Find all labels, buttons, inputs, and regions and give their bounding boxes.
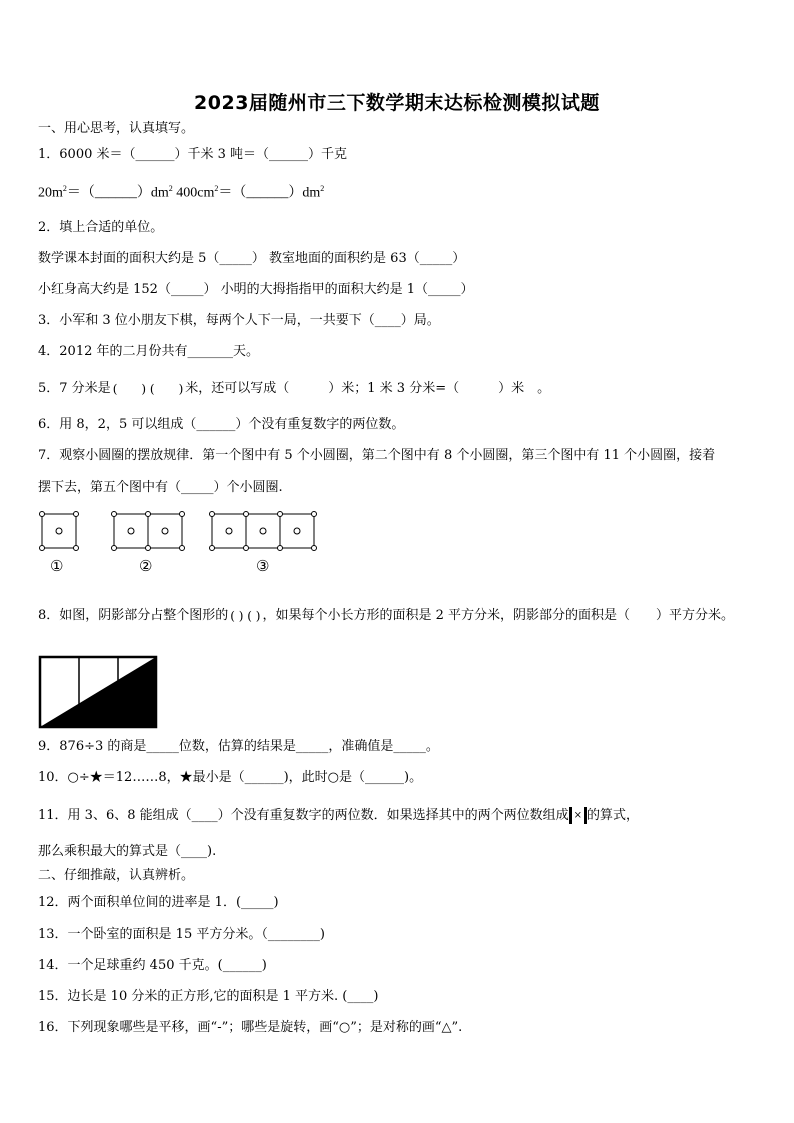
question-1-row-2 <box>38 180 324 203</box>
question-2d: 小明的大拇指指甲的面积大约是 1（_____） <box>220 282 474 297</box>
question-12: 12．两个面积单位间的进率是 1．(_____) <box>38 895 279 910</box>
question-11-prefix: 11．用 3、6、8 能组成（____）个没有重复数字的两位数．如果选择其中的两个两位数组成 <box>38 808 569 823</box>
question-11-line-2: 那么乘积最大的算式是（____). <box>38 844 217 859</box>
question-15-text: 15．边长是 10 分米的正方形,它的面积是 1 平方米. <box>38 989 339 1004</box>
circle-pattern-figure <box>36 508 336 552</box>
question-2-heading: 2．填上合适的单位。 <box>38 220 164 235</box>
fraction-denominator: ( ) <box>247 609 261 623</box>
fraction-numerator: ( ) <box>112 382 147 396</box>
fraction-denominator: ( ) <box>149 382 184 396</box>
question-1d-exponent: 2 <box>214 184 219 193</box>
times-sign: × <box>573 810 583 821</box>
question-5-fraction <box>113 382 184 396</box>
question-6: 6．用 8，2，5 可以组成（______）个没有重复数字的两位数。 <box>38 417 405 432</box>
question-2c: 小红身高大约是 152（_____） <box>38 282 217 297</box>
question-1c-value: 20m <box>38 185 63 201</box>
question-3: 3．小军和 3 位小朋友下棋，每两个人下一局，一共要下（____）局。 <box>38 313 440 328</box>
section-1-heading: 一、用心思考，认真填写。 <box>38 121 195 136</box>
question-8-suffix: ，如果每个小长方形的面积是 2 平方分米，阴影部分的面积是（ ）平方分米。 <box>262 608 735 623</box>
question-15-blank: (____) <box>342 989 379 1004</box>
question-10: 10．○÷★＝12……8，★最小是（______)，此时○是（______)。 <box>38 770 423 785</box>
question-1d-blank: ＝（______）dm <box>218 185 321 201</box>
question-16: 16．下列现象哪些是平移，画“-”；哪些是旋转，画“○”；是对称的画“△”. <box>38 1020 463 1035</box>
pattern-figure-1 <box>40 512 79 551</box>
question-2-row-1 <box>38 250 465 268</box>
question-9: 9．876÷3 的商是_____位数，估算的结果是_____，准确值是_____。 <box>38 739 439 754</box>
question-2b: 教室地面的面积约是 63（_____） <box>269 251 466 266</box>
question-11-line-1 <box>38 802 639 830</box>
question-8-fraction <box>230 609 260 623</box>
two-digit-boxes-1 <box>569 807 572 826</box>
figure-label-3: ③ <box>256 557 270 575</box>
fraction-numerator: ( ) <box>230 609 244 623</box>
question-2-row-2 <box>38 281 474 299</box>
question-1b: 3 吨＝（______）千克 <box>217 147 348 162</box>
question-14: 14．一个足球重约 450 千克。(______) <box>38 958 267 973</box>
question-5 <box>38 372 550 406</box>
question-1-row-1 <box>38 146 347 164</box>
page-title: 2023届随州市三下数学期末达标检测模拟试题 <box>194 92 600 114</box>
digit-box <box>570 807 572 824</box>
question-15 <box>38 988 378 1006</box>
question-2a: 数学课本封面的面积大约是 5（_____） <box>38 251 265 266</box>
question-8-prefix: 8．如图，阴影部分占整个图形的 <box>38 608 229 623</box>
question-7-line-2: 摆下去，第五个图中有（_____）个小圆圈. <box>38 480 283 495</box>
question-1d-value: 400cm <box>176 185 215 201</box>
question-8 <box>38 596 734 636</box>
question-5-suffix: 米，还可以写成（ ）米；1 米 3 分米=（ ）米 。 <box>185 381 551 396</box>
question-4: 4．2012 年的二月份共有_______天。 <box>38 344 259 359</box>
question-13: 13．一个卧室的面积是 15 平方分米。（________) <box>38 927 325 942</box>
question-1c-exponent: 2 <box>62 184 67 193</box>
section-2-heading: 二、仔细推敲，认真辨析。 <box>38 868 195 883</box>
question-7-line-1: 7．观察小圆圈的摆放规律．第一个图中有 5 个小圆圈，第二个图中有 8 个小圆圈，第三个图中有 11 个小圆圈，接着 <box>38 448 716 463</box>
question-1a: 1．6000 米＝（______）千米 <box>38 147 214 162</box>
question-1c-unit-exponent: 2 <box>168 184 173 193</box>
question-5-prefix: 5．7 分米是 <box>38 381 111 396</box>
question-1c-blank: ＝（______）dm <box>66 185 169 201</box>
pattern-figure-2 <box>112 512 185 551</box>
question-11-suffix: 的算式， <box>587 808 640 823</box>
figure-label-1: ① <box>50 557 64 575</box>
shaded-triangle <box>40 657 156 727</box>
shaded-rectangle-figure <box>38 655 160 731</box>
figure-label-2: ② <box>139 557 153 575</box>
question-1d-unit-exponent: 2 <box>320 184 325 193</box>
pattern-figure-3 <box>210 512 317 551</box>
